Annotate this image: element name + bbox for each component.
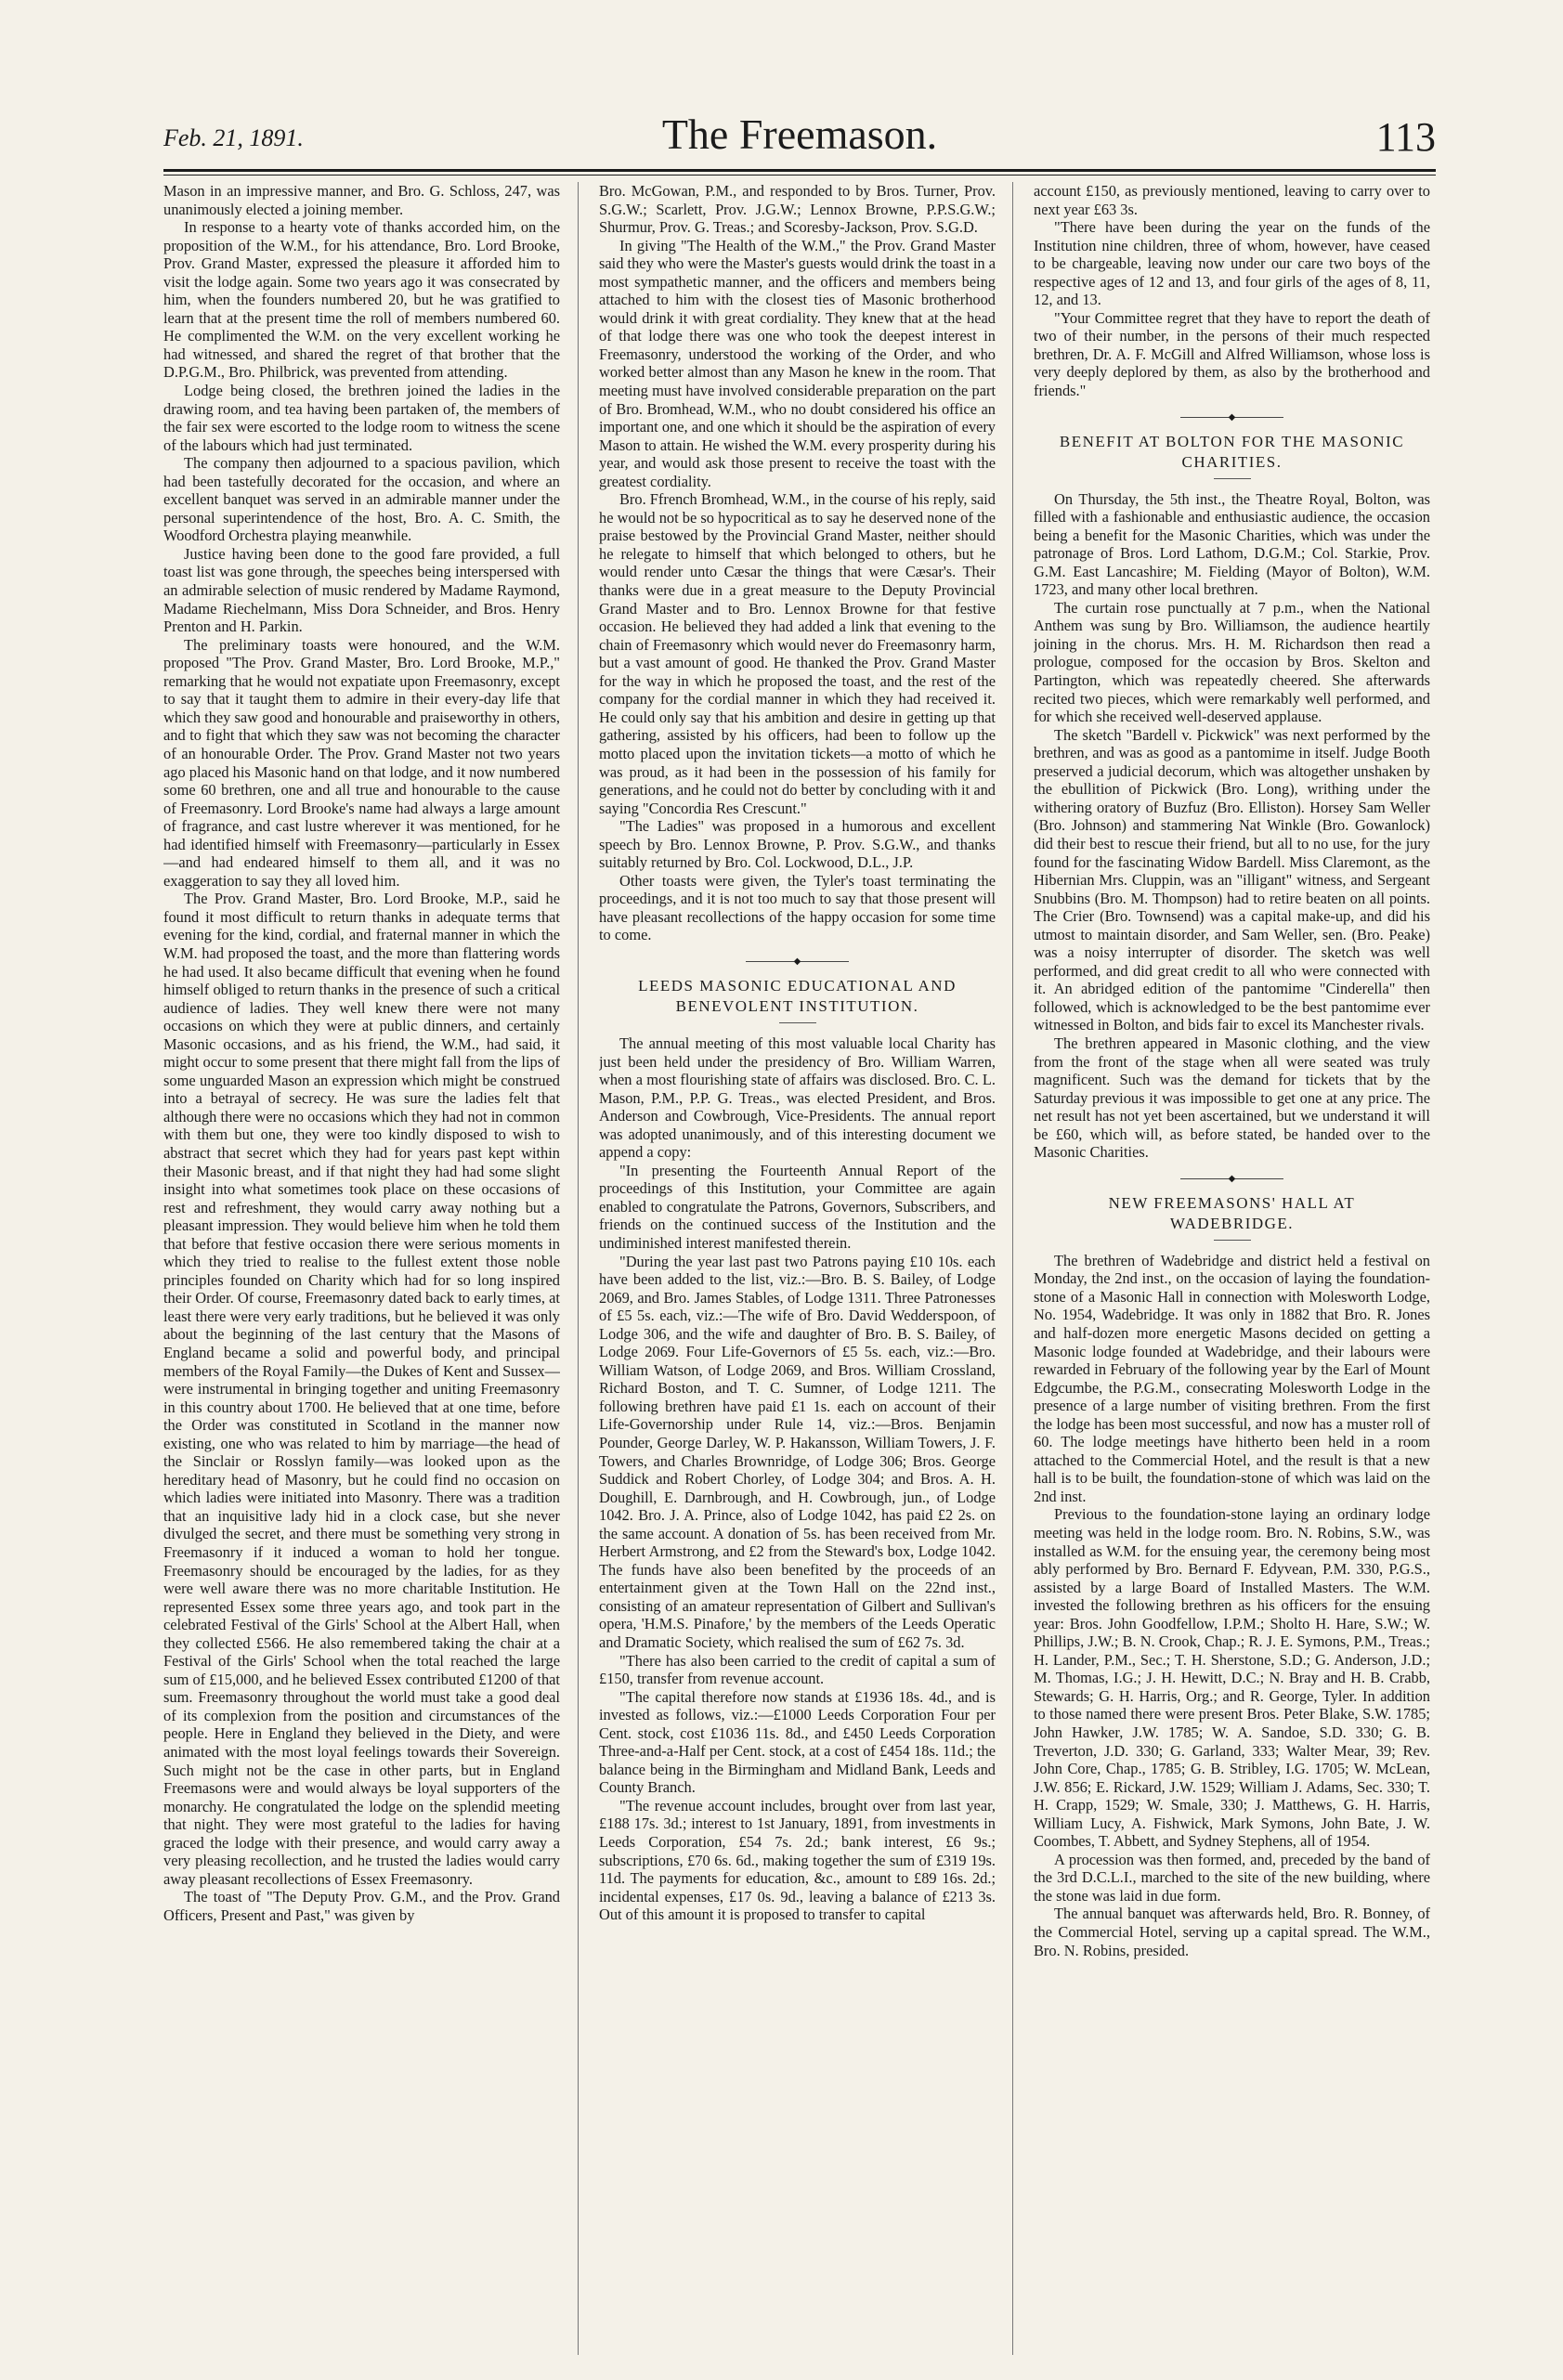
column-3: [1034, 182, 1430, 2364]
paragraph: The curtain rose punctually at 7 p.m., when the National Anthem was sung by Bro. Williamson, the audience heartily joining in the chorus. Mrs. H. M. Richardson then read a prologue, composed for the occasion by Bros. Skelton and Partington, which was repeatedly cheered. She afterwards recited two pieces, which were remarkably well performed, and for which she received well-deserved applause.: [1034, 598, 1430, 726]
paragraph: "The revenue account includes, brought over from last year, £188 17s. 3d.; interest to 1st January, 1891, from investments in Leeds Corporation, £54 7s. 2d.; bank interest, £6 9s.; subscriptions, £70 6s. 6d., making together the sum of £319 19s. 11d. The payments for education, &c., amount to £89 16s. 2d.; incidental expenses, £17 0s. 9d., leaving a balance of £213 3s. Out of this amount it is proposed to transfer to capital: [599, 1796, 996, 1924]
paragraph: The company then adjourned to a spacious pavilion, which had been tastefully decorated for the occasion, and where an excellent banquet was served in an admirable manner under the personal superintendence of the host, Bro. A. C. Smith, the Woodford Orchestra playing meanwhile.: [163, 454, 560, 545]
paragraph: "During the year last past two Patrons paying £10 10s. each have been added to the list, viz.:—Bro. B. S. Bailey, of Lodge 2069, and Bro. James Stables, of Lodge 1311. Three Patronesses of £5 5s. each, viz.:—The wife of Bro. David Wedderspoon, of Lodge 306, and the wife and daughter of Bro. B. S. Bailey, of Lodge 2069. Four Life-Governors of £5 5s. each, viz.:—Bro. William Watson, of Lodge 2069, and Bros. William Crossland, Richard Boston, and T. C. Sumner, of Lodge 1211. The following brethren have paid £1 1s. each on account of their Life-Governorship under Rule 14, viz.:—Bros. Benjamin Pounder, George Darley, W. P. Hakansson, William Towers, J. F. Towers, and Charles Brownridge, of Lodge 306; Bros. George Suddick and Robert Chorley, of Lodge 304; and Bros. A. H. Doughill, E. Darnbrough, and H. Cowbrough, jun., of Lodge 1042. Bro. J. A. Prince, also of Lodge 1042, has paid £2 2s. on the same account. A donation of 5s. has been received from Mr. Herbert Armstrong, and £2 from the Steward's box, Lodge 1042. The funds have also been benefited by the proceeds of an entertainment given at the Town Hall on the 22nd inst., consisting of an amateur representation of Gilbert and Sullivan's opera, 'H.M.S. Pinafore,' by the members of the Leeds Operatic and Dramatic Society, which realised the sum of £62 7s. 3d.: [599, 1252, 996, 1652]
paragraph: Lodge being closed, the brethren joined the ladies in the drawing room, and tea having been partaken of, the members of the fair sex were escorted to the lodge room to witness the scene of the labours which had just terminated.: [163, 382, 560, 454]
heading-line: BENEFIT AT BOLTON FOR THE MASONIC: [1059, 432, 1405, 450]
heading-line: NEW FREEMASONS' HALL AT: [1108, 1193, 1356, 1212]
paragraph: The sketch "Bardell v. Pickwick" was next performed by the brethren, and was as good as a pantomime in itself. Judge Booth preserved a judicial decorum, which was altogether unshaken by the ebullition of Pickwick (Bro. Long), writhing under the withering oratory of Buzfuz (Bro. Elliston). Horsey Sam Weller (Bro. Johnson) and stammering Nat Winkle (Bro. Gowanlock) did their best to rescue their friend, but all to no use, for the jury found for the fascinating Widow Bardell. Miss Claremont, as the Hibernian Mrs. Cluppin, was an "illigant" witness, and Sergeant Snubbins (Bro. M. Thompson) had to retire beaten on all points. The Crier (Bro. Townsend) was a capital make-up, and did his utmost to maintain disorder, and Sam Weller, sen. (Bro. Peake) was a noisy interrupter of disorder. The sketch was well performed, and did great credit to all who were connected with it. An abridged edition of the pantomime "Cinderella" then followed, which is acknowledged to be the best pantomime ever witnessed in Bolton, and bids fair to excel its Manchester rivals.: [1034, 725, 1430, 1034]
heading-rule: [779, 1022, 816, 1023]
masthead: [163, 110, 1436, 165]
paragraph: In response to a hearty vote of thanks accorded him, on the proposition of the W.M., for his attendance, Bro. Lord Brooke, Prov. Grand Master, expressed the pleasure it afforded him to visit the lodge again. Some two years ago it was consecrated by him, when the founders numbered 20, but he was gratified to learn that at the present time the roll of members numbered 60. He complimented the W.M. on the very excellent working he had witnessed, and shared the regret of that brother that the D.P.G.M., Bro. Philbrick, was prevented from attending.: [163, 218, 560, 382]
paragraph: "Your Committee regret that they have to report the death of two of their number, in the persons of their much respected brethren, Dr. A. F. McGill and Alfred Williamson, whose loss is very deeply deplored by them, as also by the brotherhood and friends.": [1034, 308, 1430, 400]
heading-line: CHARITIES.: [1181, 452, 1283, 471]
heading-line: BENEVOLENT INSTITUTION.: [675, 996, 919, 1015]
paragraph: "There has also been carried to the credit of capital a sum of £150, transfer from revenue account.: [599, 1651, 996, 1688]
heading-rule: [1214, 1240, 1251, 1241]
paragraph: "In presenting the Fourteenth Annual Report of the proceedings of this Institution, your Committee are again enabled to congratulate the Patrons, Governors, Subscribers, and friends on the continued success of the Institution and the undiminished interest manifested therein.: [599, 1161, 996, 1252]
heading-line: LEEDS MASONIC EDUCATIONAL AND: [638, 976, 957, 995]
masthead-rule-thin: [163, 175, 1436, 176]
paragraph: The brethren of Wadebridge and district held a festival on Monday, the 2nd inst., on the occasion of laying the foundation-stone of a Masonic Hall in connection with Molesworth Lodge, No. 1954, Wadebridge. It was only in 1882 that Bro. R. Jones and half-dozen more energetic Masons decided on getting a Masonic lodge founded at Wadebridge, and their labours were rewarded in February of the following year by the Earl of Mount Edgcumbe, the P.G.M., consecrating Molesworth Lodge in the presence of a large number of visiting brethren. From the first the lodge has been most successful, and now has a muster roll of 60. The lodge meetings have hitherto been held in a room attached to the Commercial Hotel, and the result is that a new hall is to be built, the foundation-stone of which was laid on the 2nd inst.: [1034, 1251, 1430, 1505]
paragraph: Justice having been done to the good fare provided, a full toast list was gone through, the speeches being interspersed with an admirable selection of music rendered by Madame Raymond, Madame Riechelmann, Miss Dora Schneider, and Bros. Henry Prenton and H. Parkin.: [163, 544, 560, 636]
wadebridge-article-heading: [1034, 1193, 1430, 1234]
paragraph: "There have been during the year on the funds of the Institution nine children, three of whom, however, have ceased to be chargeable, leaving now under our care two boys of the respective ages of 12 and 13, and four girls of the ages of 8, 11, 12, and 13.: [1034, 218, 1430, 309]
bolton-article-heading: [1034, 432, 1430, 473]
page-number: 113: [1375, 114, 1436, 160]
paragraph: In giving "The Health of the W.M.," the Prov. Grand Master said they who were the Master's guests would drink the toast in a most sympathetic manner, and the officers and members being attached to him with the closest ties of Masonic brotherhood would drink it with great cordiality. They knew that at the head of that lodge there was one who took the deepest interest in Freemasonry, understood the working of the Order, and who worked better almost than any Mason he knew in the room. That meeting must have involved considerable preparation on the part of Bro. Bromhead, W.M., who no doubt considered his office an important one, and one which it should be the aspiration of every Mason to attain. He wished the W.M. every prosperity during his year, and would ask those present to receive the toast with the greatest cordiality.: [599, 236, 996, 490]
paragraph: Bro. McGowan, P.M., and responded to by Bros. Turner, Prov. S.G.W.; Scarlett, Prov. J.G.W.; Lennox Browne, P.P.S.G.W.; Shurmur, Prov. G. Treas.; and Scoresby-Jackson, Prov. S.G.D.: [599, 182, 996, 237]
paragraph: "The capital therefore now stands at £1936 18s. 4d., and is invested as follows, viz.:—£1000 Leeds Corporation Four per Cent. stock, cost £1036 11s. 8d., and £450 Leeds Corporation Three-and-a-Half per Cent. stock, at a cost of £454 18s. 11d.; the balance being in the Birmingham and Midland Bank, Leeds and County Branch.: [599, 1687, 996, 1797]
section-ornament: ◆: [599, 957, 996, 967]
section-ornament: ◆: [1034, 1175, 1430, 1184]
paragraph: The toast of "The Deputy Prov. G.M., and the Prov. Grand Officers, Present and Past," was given by: [163, 1888, 560, 1924]
column-1: [163, 182, 560, 2364]
paragraph: Mason in an impressive manner, and Bro. G. Schloss, 247, was unanimously elected a joining member.: [163, 182, 560, 218]
paragraph: The annual banquet was afterwards held, Bro. R. Bonney, of the Commercial Hotel, serving up a capital spread. The W.M., Bro. N. Robins, presided.: [1034, 1905, 1430, 1959]
paragraph: The Prov. Grand Master, Bro. Lord Brooke, M.P., said he found it most difficult to return thanks in adequate terms that evening for the kind, cordial, and fraternal manner in which the W.M. had proposed the toast, and the more than flattering words he had used. It also became difficult that evening when he found himself obliged to return thanks in the presence of such a critical audience of ladies. They well knew there were not many occasions on which they were at public dinners, and certainly Masonic occasions, and as his friend, the W.M., had said, it might occur to some present that there might fall from the lips of some unguarded Mason an expression which might be construed into a betrayal of secrecy. He was sure the ladies felt that although there were no occasions which they had not in common with them but one, they were too kindly disposed to wish to abstract that secret which they had for years past kept within their Masonic breast, and if that night they had had some slight insight into what sometimes took place on these occasions of rest and refreshment, they would carry away nothing but a pleasant impression. They would believe him when he told them that before that festive occasion there were serious moments in which they tried to realise to the fullest extent those noble principles founded on Charity which had for so long inspired their Order. Of course, Freemasonry dated back to early times, at least there were very early traditions, but he believed it was only about the beginning of the last century that the Masons of England became a solid and powerful body, and principal members of the Royal Family—the Dukes of Kent and Sussex—were instrumental in bringing together and uniting Freemasonry in this country about 1700. He believed that at one time, before the Order was constituted in Scotland in the manner now existing, one who was related to him by marriage—the head of the Sinclair or Rosslyn family—was looked upon as the hereditary head of Masonry, but he could find no occasion on which ladies were initiated into Masonry. There was a tradition that an inquisitive lady hid in a clock case, but she never divulged the secret, and there must be something very strong in Freemasonry if it induced a woman to hold her tongue. Freemasonry should be encouraged by the ladies, for as they were well aware there was no more charitable Institution. He represented Essex some three years ago, and took part in the celebrated Festival of the Girls' School at the Albert Hall, when they collected £566. He also remembered taking the chair at a Festival of the Girls' School when the total reached the large sum of £15,000, and he believed Essex contributed £1200 of that sum. Freemasonry throughout the world must take a good deal of its complexion from the position and circumstances of the people. Here in England they believed in the Diety, and were animated with the most loyal feelings towards their Sovereign. Such might not be the case in other parts, but in England Freemasons were and would always be loyal supporters of the monarchy. He congratulated the lodge on the splendid meeting that night. They were most grateful to the ladies for having graced the lodge with their presence, and would carry away a very pleasing recollection, and he trusted the ladies would carry away pleasant recollections of Essex Freemasonry.: [163, 890, 560, 1888]
heading-rule: [1214, 478, 1251, 479]
publication-title: The Freemason.: [661, 111, 938, 158]
paragraph: The brethren appeared in Masonic clothing, and the view from the front of the stage when all were seated was truly magnificent. Such was the demand for tickets that by the Saturday previous it was impossible to get one at any price. The net result has not yet been ascertained, but we understand it will be £60, which will, as before stated, be handed over to the Masonic Charities.: [1034, 1034, 1430, 1162]
paragraph: The preliminary toasts were honoured, and the W.M. proposed "The Prov. Grand Master, Bro. Lord Brooke, M.P.," remarking that he would not expatiate upon Freemasonry, except to say that it taught them to admire in their every-day life that which they saw good and honourable and praiseworthy in others, and to fight that which they saw was not becoming the character of an honourable Order. The Prov. Grand Master not two years ago placed his Masonic hand on that lodge, and it now numbered some 60 brethren, one and all true and honourable to the cause of Freemasonry. Lord Brooke's name had always a large amount of fragrance, and cast lustre wherever it was mentioned, for he had identified himself with Freemasonry—particularly in Essex—and had endeared himself to them all, and it was no exaggeration to say they all loved him.: [163, 635, 560, 890]
paragraph: The annual meeting of this most valuable local Charity has just been held under the presidency of Bro. William Warren, when a most flourishing state of affairs was disclosed. Bro. C. L. Mason, P.M., P.P. G. Treas., was elected President, and Bros. Anderson and Cowbrough, Vice-Presidents. The annual report was adopted unanimously, and of this interesting document we append a copy:: [599, 1034, 996, 1162]
paragraph: A procession was then formed, and, preceded by the band of the 3rd D.C.L.I., marched to the site of the new building, where the stone was laid in due form.: [1034, 1850, 1430, 1905]
heading-line: WADEBRIDGE.: [1169, 1214, 1295, 1232]
paragraph: "The Ladies" was proposed in a humorous and excellent speech by Bro. Lennox Browne, P. Prov. S.G.W., and thanks suitably returned by Bro. Col. Lockwood, D.L., J.P.: [599, 817, 996, 872]
column-divider: [1012, 182, 1013, 2355]
column-divider: [578, 182, 579, 2355]
issue-date: Feb. 21, 1891.: [163, 124, 304, 151]
paragraph: Previous to the foundation-stone laying an ordinary lodge meeting was held in the lodge room. Bro. N. Robins, S.W., was installed as W.M. for the ensuing year, the ceremony being most ably performed by Bro. Bernard F. Edyvean, P.M. 330, P.G.S., assisted by a large Board of Installed Masters. The W.M. invested the following brethren as his officers for the ensuing year: Bros. John Goodfellow, I.P.M.; Sholto H. Hare, S.W.; W. Phillips, J.W.; B. N. Crook, Chap.; R. J. E. Symons, P.M., Treas.; H. Lander, P.M., Sec.; T. H. Sherstone, S.D.; G. Anderson, J.D.; M. Thomas, I.G.; J. H. Hewitt, D.C.; N. Bray and H. B. Crabb, Stewards; G. H. Harris, Org.; and R. George, Tyler. In addition to those named there were present Bros. Peter Blake, S.W. 1785; John Hawker, J.W. 1785; W. A. Sandoe, S.D. 330; G. B. Treverton, J.D. 330; G. Garland, 333; Walter Mear, 39; Rev. John Core, Chap., 1785; G. B. Stribley, I.G. 1705; W. McLean, J.W. 856; E. Rickard, J.W. 1529; William J. Adams, Sec. 330; T. H. Crapp, 1529; W. Smale, 330; J. Matthews, G. H. Harris, William Lucy, A. Fishwick, Mark Symons, John Bate, J. W. Coombes, T. Abbett, and Sydney Stephens, all of 1954.: [1034, 1505, 1430, 1851]
paragraph: Bro. Ffrench Bromhead, W.M., in the course of his reply, said he would not be so hypocritical as to say he deserved none of the praise bestowed by the Provincial Grand Master, neither should he relegate to himself that which belonged to others, but he would render unto Cæsar the things that were Cæsar's. Their thanks were due in a great measure to the Deputy Provincial Grand Master and to Bro. Lennox Browne for that festive occasion. He believed they had added a link that evening to the chain of Freemasonry which would never do Freemasonry harm, but a vast amount of good. He thanked the Prov. Grand Master for the way in which he proposed the toast, and the rest of the company for the cordial manner in which they had received it. He could only say that his ambition and desire in getting up that gathering, assisted by his officers, had been to follow up the motto placed upon the invitation tickets—a motto of which he was proud, as it had been in the possession of his family for generations, and he could not do better by concluding with it and saying "Concordia Res Crescunt.": [599, 490, 996, 817]
column-2: [599, 182, 996, 2364]
paragraph: account £150, as previously mentioned, leaving to carry over to next year £63 3s.: [1034, 182, 1430, 218]
paragraph: On Thursday, the 5th inst., the Theatre Royal, Bolton, was filled with a fashionable and enthusiastic audience, the occasion being a benefit for the Masonic Charities, which was under the patronage of Bros. Lord Lathom, D.G.M.; Col. Starkie, Prov. G.M. East Lancashire; M. Fielding (Mayor of Bolton), W.M. 1723, and many other local brethren.: [1034, 489, 1430, 599]
masthead-rule: [163, 169, 1436, 172]
leeds-article-heading: [599, 976, 996, 1017]
section-ornament: ◆: [1034, 413, 1430, 423]
paragraph: Other toasts were given, the Tyler's toast terminating the proceedings, and it is not too much to say that those present will have pleasant recollections of the happy occasion for some time to come.: [599, 871, 996, 944]
